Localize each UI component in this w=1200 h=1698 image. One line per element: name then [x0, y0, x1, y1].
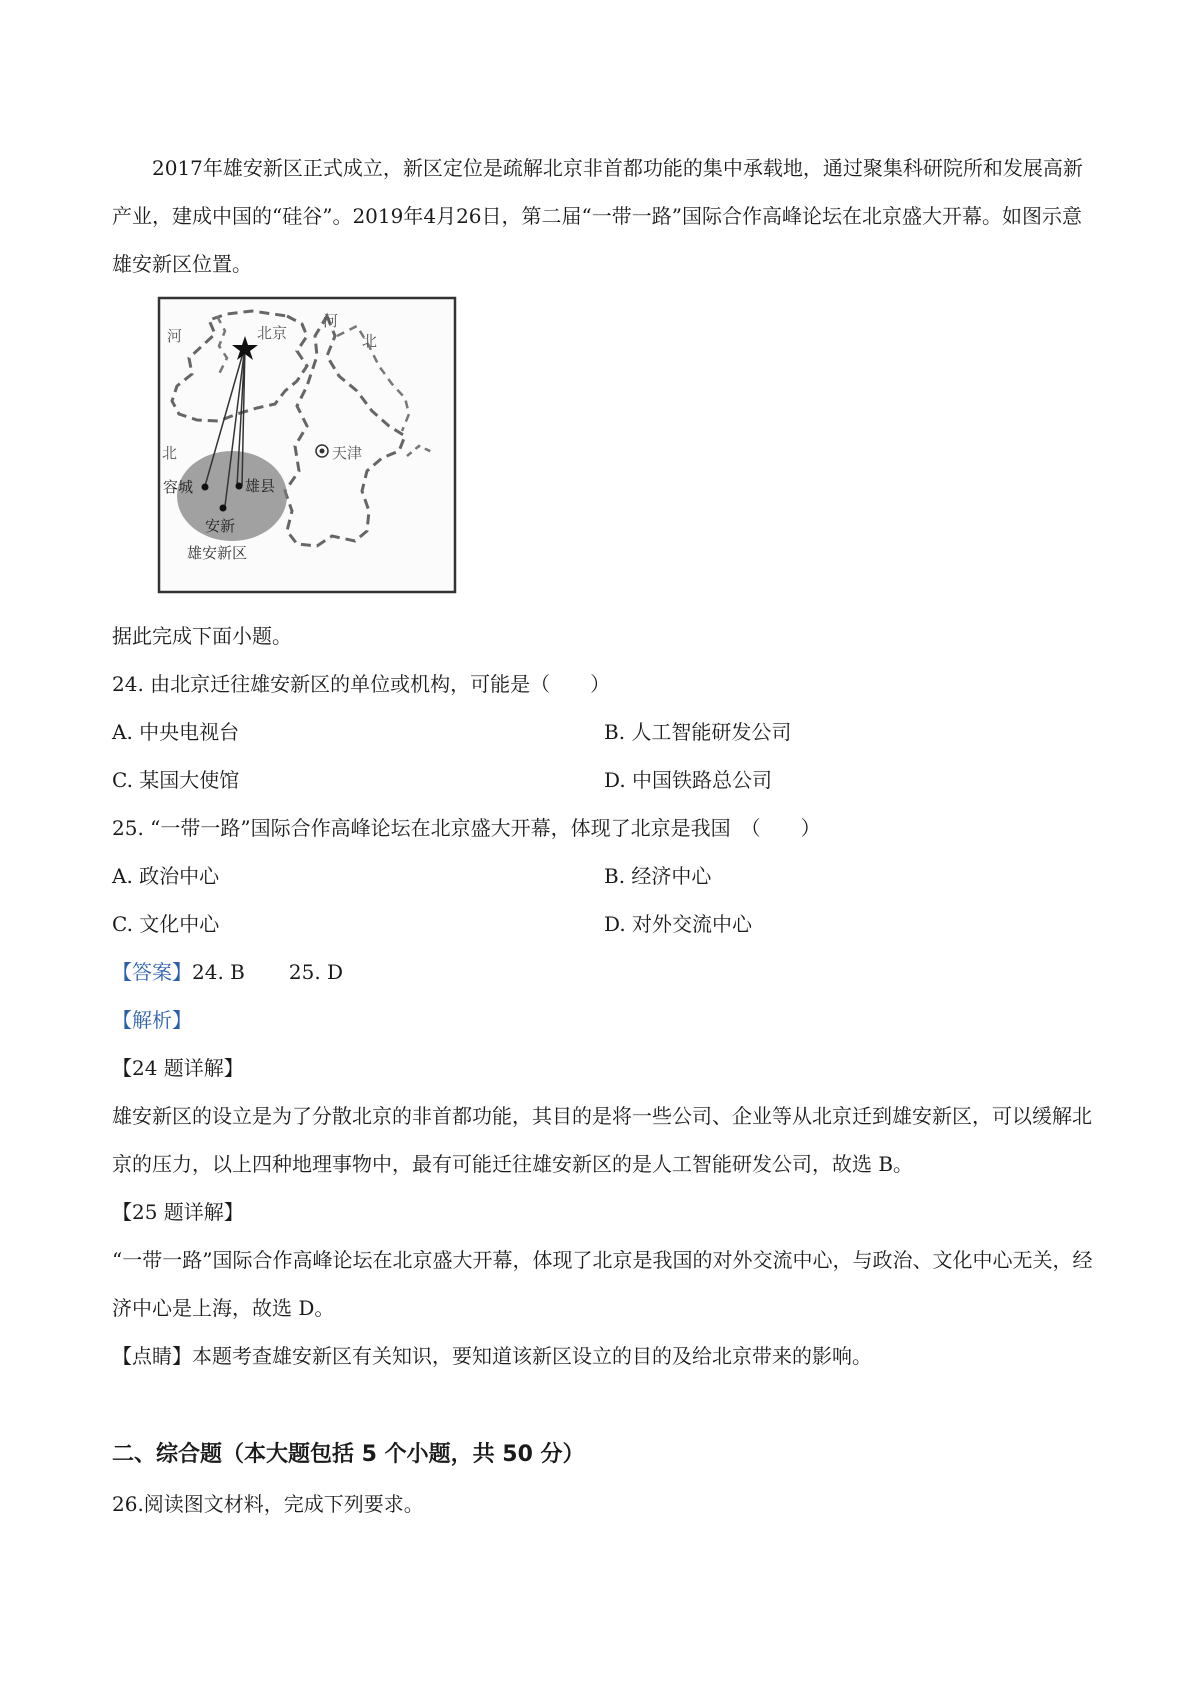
- label-hebei-right-1: 河: [323, 312, 339, 330]
- label-rongcheng: 容城: [163, 478, 194, 496]
- section2-title: 二、综合题（本大题包括 5 个小题，共 50 分）: [112, 1442, 585, 1467]
- answer-25: 25. D: [288, 960, 344, 984]
- intro-paragraph: 2017年雄安新区正式成立，新区定位是疏解北京非首都功能的集中承载地，通过聚集科研院所和发展高新产业，建成中国的“硅谷”。2019年4月26日，第二届“一带一路”国际合作高峰论坛在北京盛大开幕。如图示意雄安新区位置。: [112, 156, 1083, 276]
- label-hebei-bottom: 北: [162, 444, 178, 462]
- detail24-text: 雄安新区的设立是为了分散北京的非首都功能，其目的是将一些公司、企业等从北京迁到雄安新区，可以缓解北京的压力，以上四种地理事物中，最有可能迁往雄安新区的是人工智能研发公司，故选 B。: [112, 1104, 1092, 1176]
- prompt-text: 据此完成下面小题。: [112, 624, 292, 648]
- xiongxian-dot: [236, 483, 243, 490]
- q25-option-a: A. 政治中心: [112, 864, 220, 888]
- q24-option-c: C. 某国大使馆: [112, 768, 240, 792]
- detail24-title: 【24 题详解】: [112, 1056, 244, 1080]
- map-figure: [157, 296, 457, 594]
- answer-tag: 【答案】: [112, 960, 192, 984]
- q24-option-d: D. 中国铁路总公司: [604, 768, 773, 792]
- label-beijing: 北京: [257, 324, 288, 342]
- q25-option-d: D. 对外交流中心: [604, 912, 753, 936]
- label-anxin: 安新: [205, 517, 236, 535]
- q26-stem: 26.阅读图文材料，完成下列要求。: [112, 1492, 424, 1516]
- remark-text: 【点睛】本题考查雄安新区有关知识，要知道该新区设立的目的及给北京带来的影响。: [112, 1344, 872, 1368]
- q24-option-b: B. 人工智能研发公司: [604, 720, 792, 744]
- answer-24: 24. B: [192, 960, 245, 984]
- label-hebei-right-2: 北: [362, 332, 378, 350]
- q24-stem: 24. 由北京迁往雄安新区的单位或机构，可能是（ ）: [112, 672, 611, 696]
- anxin-dot: [220, 505, 227, 512]
- detail25-text: “一带一路”国际合作高峰论坛在北京盛大开幕，体现了北京是我国的对外交流中心，与政治、文化中心无关，经济中心是上海，故选 D。: [112, 1248, 1093, 1320]
- xiongan-location-map: [157, 296, 457, 594]
- tianjin-dot: [320, 449, 325, 454]
- label-xiongan-region: 雄安新区: [187, 544, 248, 562]
- label-xiongxian: 雄县: [245, 477, 276, 495]
- label-hebei-left: 河: [167, 327, 183, 345]
- q24-option-a: A. 中央电视台: [112, 720, 240, 744]
- rongcheng-dot: [202, 484, 209, 491]
- detail25-title: 【25 题详解】: [112, 1200, 244, 1224]
- analysis-tag: 【解析】: [112, 1008, 192, 1032]
- q25-option-b: B. 经济中心: [604, 864, 712, 888]
- q25-stem: 25. “一带一路”国际合作高峰论坛在北京盛大开幕，体现了北京是我国 （ ）: [112, 816, 821, 840]
- answer-line: [112, 958, 343, 986]
- label-tianjin: 天津: [332, 444, 363, 462]
- q25-option-c: C. 文化中心: [112, 912, 220, 936]
